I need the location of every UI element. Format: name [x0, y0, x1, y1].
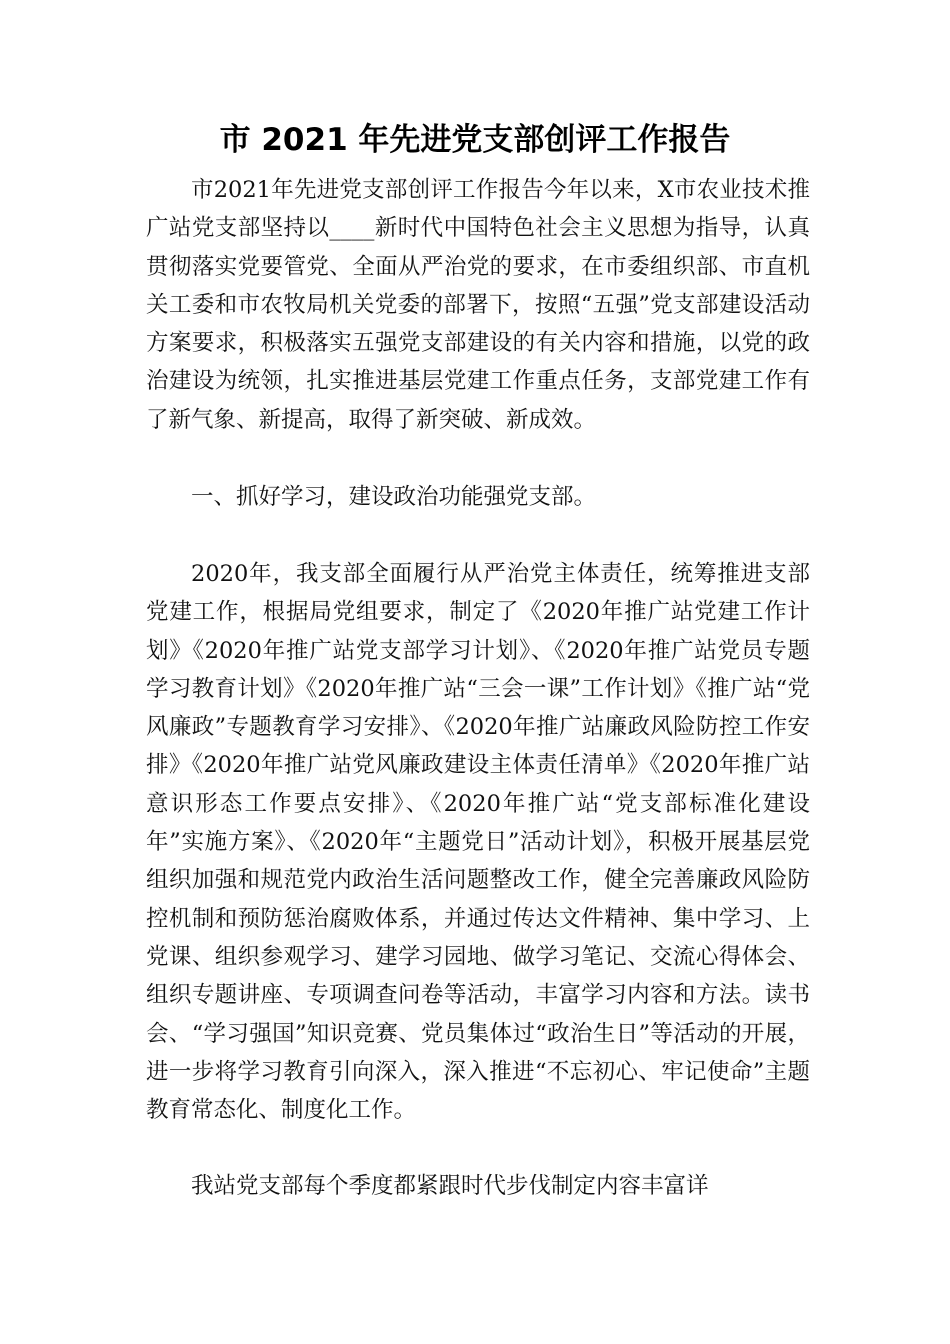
- document-title: 市 2021 年先进党支部创评工作报告: [219, 122, 731, 158]
- section-1-paragraph-continued: 我站党支部每个季度都紧跟时代步伐制定内容丰富详: [191, 1173, 709, 1199]
- section-heading-1: 一、抓好学习，建设政治功能强党支部。: [191, 484, 597, 510]
- intro-paragraph: 市2021年先进党支部创评工作报告今年以来，X市农业技术推广站党支部坚持以____新时代中国特色社会主义思想为指导，认真贯彻落实党要管党、全面从严治党的要求，在市委组织部、市直机关工委和市农牧局机关党委的部署下，按照“五强”党支部建设活动方案要求，积极落实五强党支部建设的有关内容和措施，以党的政治建设为统领，扎实推进基层党建工作重点任务，支部党建工作有了新气象、新提高，取得了新突破、新成效。: [146, 177, 810, 433]
- section-1-paragraph: 2020年，我支部全面履行从严治党主体责任，统筹推进支部党建工作，根据局党组要求，制定了《2020年推广站党建工作计划》《2020年推广站党支部学习计划》、《2020年推广站党员专题学习教育计划》《2020年推广站“三会一课”工作计划》《推广站“党风廉政”专题教育学习安排》、《2020年推广站廉政风险防控工作安排》《2020年推广站党风廉政建设主体责任清单》《2020年推广站意识形态工作要点安排》、《2020年推广站“党支部标准化建设年”实施方案》、《2020年“主题党日”活动计划》，积极开展基层党组织加强和规范党内政治生活问题整改工作，健全完善廉政风险防控机制和预防惩治腐败体系，并通过传达文件精神、集中学习、上党课、组织参观学习、建学习园地、做学习笔记、交流心得体会、组织专题讲座、专项调查问卷等活动，丰富学习内容和方法。读书会、“学习强国”知识竞赛、党员集体过“政治生日”等活动的开展，进一步将学习教育引向深入，深入推进“不忘初心、牢记使命”主题教育常态化、制度化工作。: [146, 561, 810, 1124]
